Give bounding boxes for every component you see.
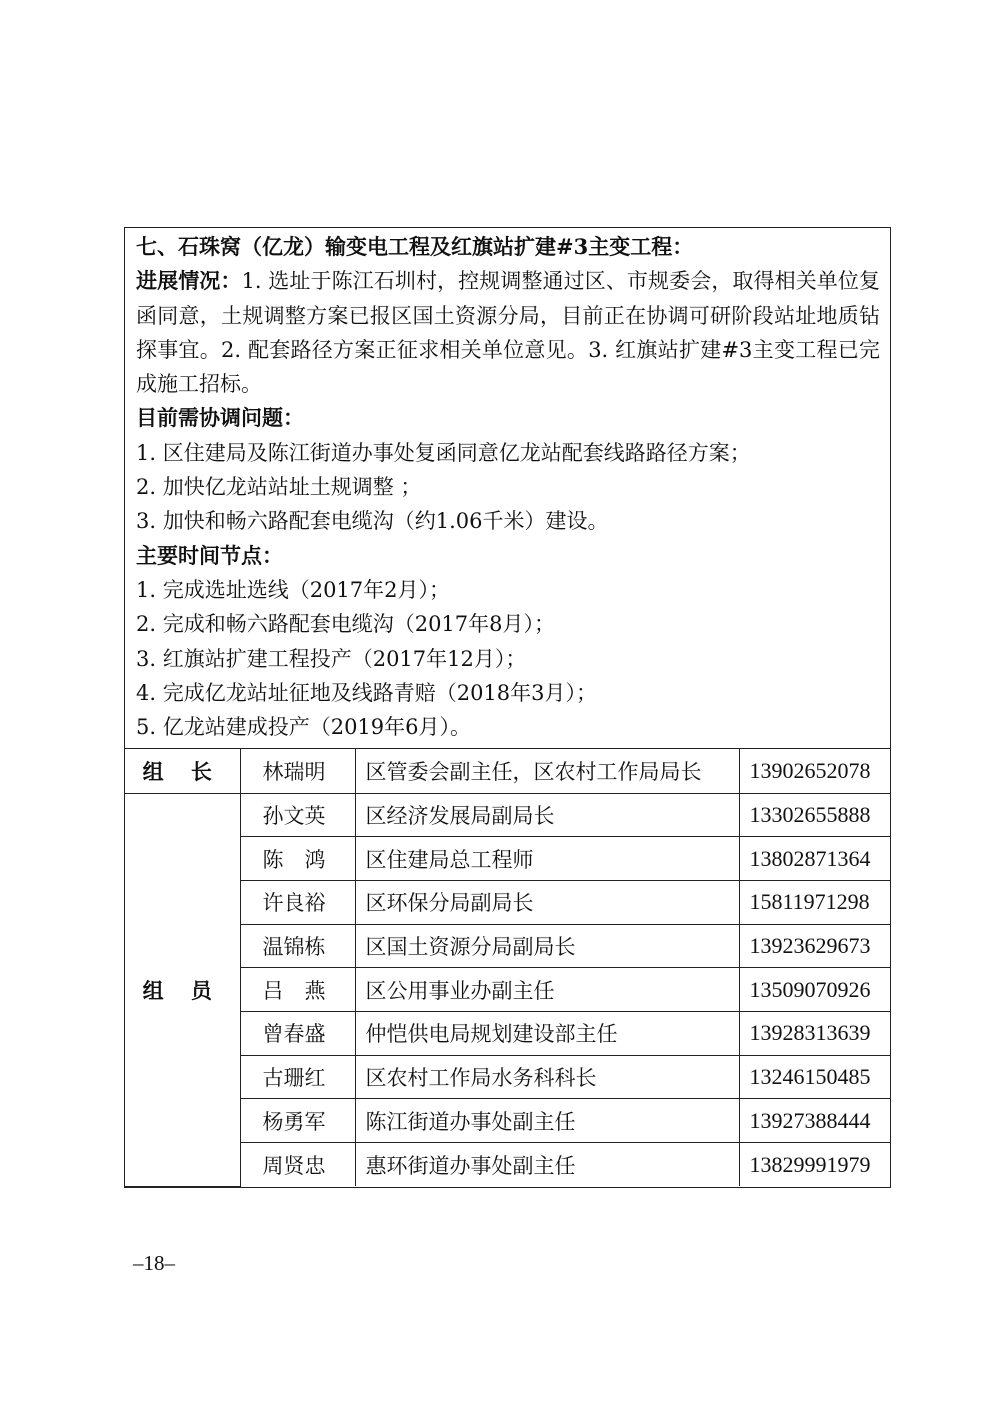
member-name: 杨勇军 — [240, 1099, 355, 1143]
member-title: 区住建局总工程师 — [355, 837, 739, 881]
milestones-heading: 主要时间节点： — [136, 542, 283, 568]
member-phone: 13927388444 — [739, 1099, 891, 1143]
member-name: 温锦栋 — [240, 924, 355, 968]
issue-item: 1. 区住建局及陈江街道办事处复函同意亿龙站配套线路路径方案； — [136, 440, 751, 465]
member-name: 孙文英 — [240, 793, 355, 837]
member-phone: 13802871364 — [739, 837, 891, 881]
member-title: 惠环街道办事处副主任 — [355, 1143, 739, 1187]
member-name: 周贤忠 — [240, 1143, 355, 1187]
member-name: 陈 鸿 — [240, 837, 355, 881]
progress-label: 进展情况： — [136, 268, 242, 294]
member-row — [125, 881, 891, 925]
member-name: 许良裕 — [240, 881, 355, 925]
member-row — [125, 968, 891, 1012]
member-phone: 15811971298 — [739, 881, 891, 925]
member-name: 古珊红 — [240, 1055, 355, 1099]
leader-phone: 13902652078 — [739, 749, 891, 793]
member-name: 吕 燕 — [240, 968, 355, 1012]
milestone-item: 4. 完成亿龙站址征地及线路青赔（2018年3月）； — [136, 680, 598, 705]
member-title: 区农村工作局水务科科长 — [355, 1055, 739, 1099]
progress-paragraph — [136, 264, 880, 401]
issue-item: 2. 加快亿龙站站址土规调整 ； — [136, 475, 422, 500]
issues-heading: 目前需协调问题： — [136, 405, 304, 431]
milestone-item: 3. 红旗站扩建工程投产（2017年12月）； — [136, 646, 527, 671]
leader-title: 区管委会副主任，区农村工作局局长 — [355, 749, 739, 793]
member-phone: 13928313639 — [739, 1012, 891, 1056]
member-row — [125, 1055, 891, 1099]
project-title: 七、石珠窝（亿龙）输变电工程及红旗站扩建#3主变工程： — [136, 234, 694, 259]
leader-name: 林瑞明 — [240, 749, 355, 793]
member-row — [125, 837, 891, 881]
milestone-item: 1. 完成选址选线（2017年2月）； — [136, 577, 451, 602]
member-phone: 13246150485 — [739, 1055, 891, 1099]
member-phone: 13829991979 — [739, 1143, 891, 1187]
leader-role: 组 长 — [125, 749, 240, 793]
milestone-item: 2. 完成和畅六路配套电缆沟（2017年8月）； — [136, 612, 556, 637]
progress-text: 1. 选址于陈江石圳村，控规调整通过区、市规委会，取得相关单位复函同意，土规调整方案已报区国土资源分局，目前正在协调可研阶段站址地质钻探事宜。2. 配套路径方案正征求相关单位意见。3. 红旗站扩建#3主变工程已完成施工招标。 — [136, 269, 880, 397]
member-row — [125, 793, 891, 837]
issue-item: 3. 加快和畅六路配套电缆沟（约1.06千米）建设。 — [136, 509, 609, 534]
staff-table — [125, 749, 891, 1186]
leader-row — [125, 749, 891, 793]
member-title: 仲恺供电局规划建设部主任 — [355, 1012, 739, 1056]
member-phone: 13302655888 — [739, 793, 891, 837]
page-number: –18– — [133, 1251, 175, 1275]
member-phone: 13923629673 — [739, 924, 891, 968]
member-name: 曾春盛 — [240, 1012, 355, 1056]
member-title: 陈江街道办事处副主任 — [355, 1099, 739, 1143]
members-role: 组 员 — [125, 793, 240, 1186]
project-description — [125, 228, 890, 749]
member-row — [125, 1012, 891, 1056]
member-row — [125, 1143, 891, 1187]
milestone-item: 5. 亿龙站建成投产（2019年6月）。 — [136, 715, 472, 740]
member-row — [125, 924, 891, 968]
member-title: 区国土资源分局副局长 — [355, 924, 739, 968]
project-sheet — [124, 227, 891, 1188]
member-phone: 13509070926 — [739, 968, 891, 1012]
member-row — [125, 1099, 891, 1143]
member-title: 区公用事业办副主任 — [355, 968, 739, 1012]
member-title: 区环保分局副局长 — [355, 881, 739, 925]
member-title: 区经济发展局副局长 — [355, 793, 739, 837]
